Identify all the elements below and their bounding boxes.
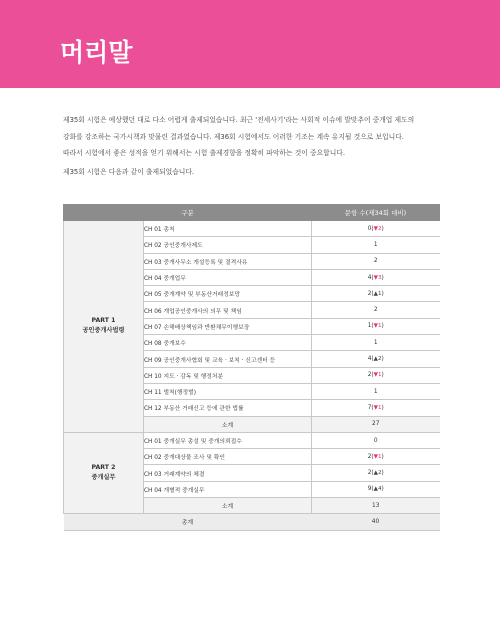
- chapter-name: CH 01 총칙: [144, 221, 312, 237]
- total-label: 총계: [64, 514, 312, 530]
- table-row: [64, 432, 440, 448]
- table-body: [64, 221, 440, 531]
- paren-open: (: [371, 290, 374, 297]
- chapter-name: CH 09 공인중개사협회 및 교육 · 보칙 · 신고센터 등: [144, 351, 312, 367]
- header-banner: [0, 0, 500, 88]
- paren-close: ): [381, 404, 384, 411]
- question-count-cell: [312, 351, 440, 367]
- paren-open: (: [371, 356, 374, 363]
- table-row: [64, 221, 440, 237]
- question-count-cell: [312, 221, 440, 237]
- decrease-indicator: ▼1: [373, 372, 382, 379]
- chapter-name: CH 05 중개계약 및 부동산거래정보망: [144, 286, 312, 302]
- chapter-name: CH 11 벌칙(행정벌): [144, 383, 312, 399]
- table-header-row: [64, 205, 440, 221]
- question-count: 2: [367, 453, 372, 460]
- paren-close: ): [381, 290, 384, 297]
- question-count: 7: [367, 404, 372, 411]
- paren-open: (: [371, 323, 374, 330]
- decrease-indicator: ▼1: [373, 404, 382, 411]
- question-count: 1: [373, 241, 378, 248]
- question-count: 0: [373, 437, 378, 444]
- paren-open: (: [371, 404, 374, 411]
- paren-close: ): [381, 225, 384, 232]
- chapter-name: CH 06 개업공인중개사의 의무 및 책임: [144, 302, 312, 318]
- paren-close: ): [381, 274, 384, 281]
- chapter-name: CH 07 손해배상책임과 반환채무이행보장: [144, 318, 312, 334]
- question-count-cell: [312, 237, 440, 253]
- question-count-cell: [312, 269, 440, 285]
- question-count: 1: [373, 388, 378, 395]
- question-count-cell: [312, 481, 440, 497]
- paren-open: (: [371, 225, 374, 232]
- table-lead-text: 제35회 시험은 다음과 같이 출제되었습니다.: [63, 168, 195, 176]
- intro-line: 강화를 강조하는 국가시책과 맞물린 결과였습니다. 제36회 시험에서도 이러한 기조는 계속 유지될 것으로 보입니다.: [63, 132, 404, 141]
- paren-open: (: [371, 274, 374, 281]
- decrease-indicator: ▼1: [373, 453, 382, 460]
- question-count: 9: [367, 486, 372, 493]
- part-label: [64, 432, 144, 513]
- paren-close: ): [381, 486, 384, 493]
- subtotal-value: 27: [312, 416, 440, 432]
- header-count: 문항 수(제34회 대비): [312, 205, 440, 221]
- question-count: 4: [367, 356, 372, 363]
- subtotal-label: 소계: [144, 416, 312, 432]
- page-title: 머리말: [60, 38, 133, 67]
- chapter-name: CH 03 거래계약의 체결: [144, 465, 312, 481]
- paren-close: ): [381, 356, 384, 363]
- paren-close: ): [381, 470, 384, 477]
- question-count-cell: [312, 367, 440, 383]
- question-count: 1: [373, 339, 378, 346]
- intro-line: 제35회 시험은 예상했던 대로 다소 어렵게 출제되었습니다. 최근 '전세사기'라는 사회적 이슈에 발맞추어 중개업 제도의: [63, 116, 415, 124]
- question-count: 4: [367, 274, 372, 281]
- question-count-cell: [312, 432, 440, 448]
- question-count-cell: [312, 383, 440, 399]
- paren-open: (: [371, 470, 374, 477]
- intro-line: 따라서 시험에서 좋은 성적을 얻기 위해서는 시험 출제경향을 정확히 파악하는 것이 중요합니다.: [63, 149, 345, 157]
- chapter-name: CH 04 개별적 중개실무: [144, 481, 312, 497]
- chapter-name: CH 02 공인중개사제도: [144, 237, 312, 253]
- chapter-name: CH 03 중개사무소 개설등록 및 결격사유: [144, 253, 312, 269]
- paren-close: ): [381, 323, 384, 330]
- question-count-cell: [312, 465, 440, 481]
- question-count: 2: [367, 470, 372, 477]
- paren-open: (: [371, 372, 374, 379]
- header-category: 구분: [64, 205, 312, 221]
- total-row: [64, 514, 440, 530]
- part-label: [64, 221, 144, 433]
- part-name: 중개실무: [91, 474, 116, 482]
- question-count-cell: [312, 302, 440, 318]
- decrease-indicator: ▼3: [373, 274, 382, 281]
- intro-paragraph: [63, 112, 443, 162]
- part-number: PART 2: [91, 464, 116, 472]
- question-count: 2: [373, 307, 378, 314]
- chapter-name: CH 08 중개보수: [144, 335, 312, 351]
- chapter-name: CH 12 부동산 거래신고 등에 관한 법률: [144, 400, 312, 416]
- paren-close: ): [381, 372, 384, 379]
- question-count: 2: [367, 290, 372, 297]
- paren-open: (: [371, 486, 374, 493]
- question-count: 1: [367, 323, 372, 330]
- paren-close: ): [381, 453, 384, 460]
- question-count: 2: [367, 372, 372, 379]
- question-count-cell: [312, 335, 440, 351]
- increase-indicator: ▲2: [373, 470, 382, 477]
- question-count-cell: [312, 286, 440, 302]
- question-count-cell: [312, 253, 440, 269]
- paren-open: (: [371, 453, 374, 460]
- part-name: 공인중개사법령: [82, 327, 125, 335]
- increase-indicator: ▲4: [373, 486, 382, 493]
- chapter-name: CH 04 중개업무: [144, 269, 312, 285]
- question-count-cell: [312, 400, 440, 416]
- increase-indicator: ▲2: [373, 356, 382, 363]
- subtotal-label: 소계: [144, 498, 312, 514]
- question-count: 2: [373, 258, 378, 265]
- decrease-indicator: ▼1: [373, 323, 382, 330]
- exam-distribution-table: [63, 204, 440, 531]
- question-count-cell: [312, 318, 440, 334]
- chapter-name: CH 02 중개대상물 조사 및 확인: [144, 449, 312, 465]
- chapter-name: CH 01 중개실무 총설 및 중개의뢰접수: [144, 432, 312, 448]
- part-number: PART 1: [91, 317, 116, 325]
- decrease-indicator: ▼2: [373, 225, 382, 232]
- question-count: 0: [367, 225, 372, 232]
- increase-indicator: ▲1: [373, 290, 382, 297]
- total-value: 40: [312, 514, 440, 530]
- chapter-name: CH 10 지도 · 감독 및 행정처분: [144, 367, 312, 383]
- subtotal-value: 13: [312, 498, 440, 514]
- question-count-cell: [312, 449, 440, 465]
